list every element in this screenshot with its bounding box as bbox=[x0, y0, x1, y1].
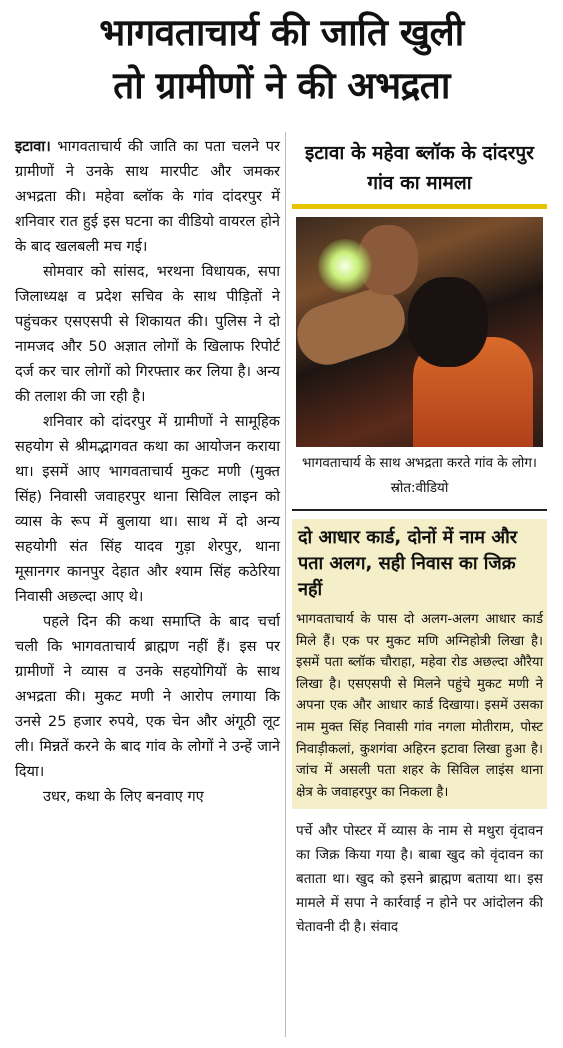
column-divider bbox=[285, 132, 286, 1037]
info-box bbox=[292, 519, 547, 809]
photo-figure bbox=[408, 277, 488, 367]
info-box-heading: दो आधार कार्ड, दोनों में नाम और पता अलग, सही निवास का जिक्र नहीं bbox=[298, 527, 518, 600]
headline-line-1: भागवताचार्य की जाति खुली bbox=[99, 11, 464, 54]
photo-figure bbox=[296, 281, 413, 372]
story-paragraph: शनिवार को दांदरपुर में ग्रामीणों ने सामूहिक सहयोग से श्रीमद्भागवत कथा का आयोजन कराया था। इसमें आए भागवताचार्य मुकट मणी (मुक्त सिंह) निवासी जवाहरपुर थाना सिविल लाइन को व्यास के रूप में बुलाया था। साथ में दो अन्य सहयोगी संत सिंह यादव गुड़ा शेरपुर, थाना मूसानगर कानपुर देहात और श्याम सिंह कठेरिया निवासी अछल्दा आए थे। bbox=[15, 413, 280, 605]
photo-caption: भागवताचार्य के साथ अभद्रता करते गांव के लोग। स्रोत:वीडियो bbox=[292, 451, 547, 511]
story-paragraph bbox=[15, 134, 280, 259]
story-column bbox=[15, 134, 280, 809]
headline bbox=[0, 6, 563, 112]
info-box-body: भागवताचार्य के पास दो अलग-अलग आधार कार्ड मिले हैं। एक पर मुकट मणि अग्निहोत्री लिखा है। इसमें पता ब्लॉक चौराहा, महेवा रोड अछल्दा औरैया लिखा है। एसएसपी से मिलने पहुंचे मुकट मणी ने अपना एक और आधार कार्ड दिखाया। इसमें उसका नाम मुक्त सिंह निवासी गांव नगला मोतीराम, पोस्ट निवाड़ीकलां, कुशगंवा अहिरन इटावा लिखा हुआ है। जांच में असली पता शहर के सिविल लाइंस थाना क्षेत्र के जवाहरपुर का निकला है। bbox=[296, 612, 543, 800]
story-paragraph: उधर, कथा के लिए बनवाए गए bbox=[43, 788, 204, 805]
story-paragraph: सोमवार को सांसद, भरथना विधायक, सपा जिलाध्यक्ष व प्रदेश सचिव के साथ पीड़ितों ने पहुंचकर एसएसपी से शिकायत की। पुलिस ने दो नामजद और 50 अज्ञात लोगों के खिलाफ रिपोर्ट दर्ज कर चार लोगों को गिरफ्तार कर लिया है। अन्य की तलाश की जा रही है। bbox=[15, 263, 280, 405]
sidebar-column bbox=[292, 134, 547, 939]
story-continuation: पर्चे और पोस्टर में व्यास के नाम से मथुरा वृंदावन का जिक्र किया गया है। बाबा खुद को वृंदावन का बताता था। खुद को इसने ब्राह्मण बताया था। इस मामले में सपा ने कार्रवाई न होने पर आंदोलन की चेतावनी दी है। संवाद bbox=[296, 823, 543, 936]
story-paragraph: पहले दिन की कथा समाप्ति के बाद चर्चा चली कि भागवताचार्य ब्राह्मण नहीं हैं। इस पर ग्रामीणों ने व्यास व उनके सहयोगियों के साथ अभद्रता की। मुकट मणी ने आरोप लगाया कि उनसे 25 हजार रुपये, एक चेन और अंगूठी लूट ली। मिन्नतें करने के बाद गांव के लोगों ने उन्हें जाने दिया। bbox=[15, 613, 280, 780]
sub-headline: इटावा के महेवा ब्लॉक के दांदरपुर गांव का मामला bbox=[292, 134, 547, 209]
story-paragraph-text: भागवताचार्य की जाति का पता चलने पर ग्रामीणों ने उनके साथ मारपीट और जमकर अभद्रता की। महेवा ब्लॉक के गांव दांदरपुर में शनिवार रात हुई इस घटना का वीडियो वायरल होने के बाद खलबली मच गई। bbox=[15, 138, 280, 255]
dateline: इटावा। bbox=[15, 138, 51, 155]
news-photo bbox=[296, 217, 543, 447]
photo-light bbox=[318, 239, 372, 293]
headline-line-2: तो ग्रामीणों ने की अभद्रता bbox=[113, 64, 450, 107]
